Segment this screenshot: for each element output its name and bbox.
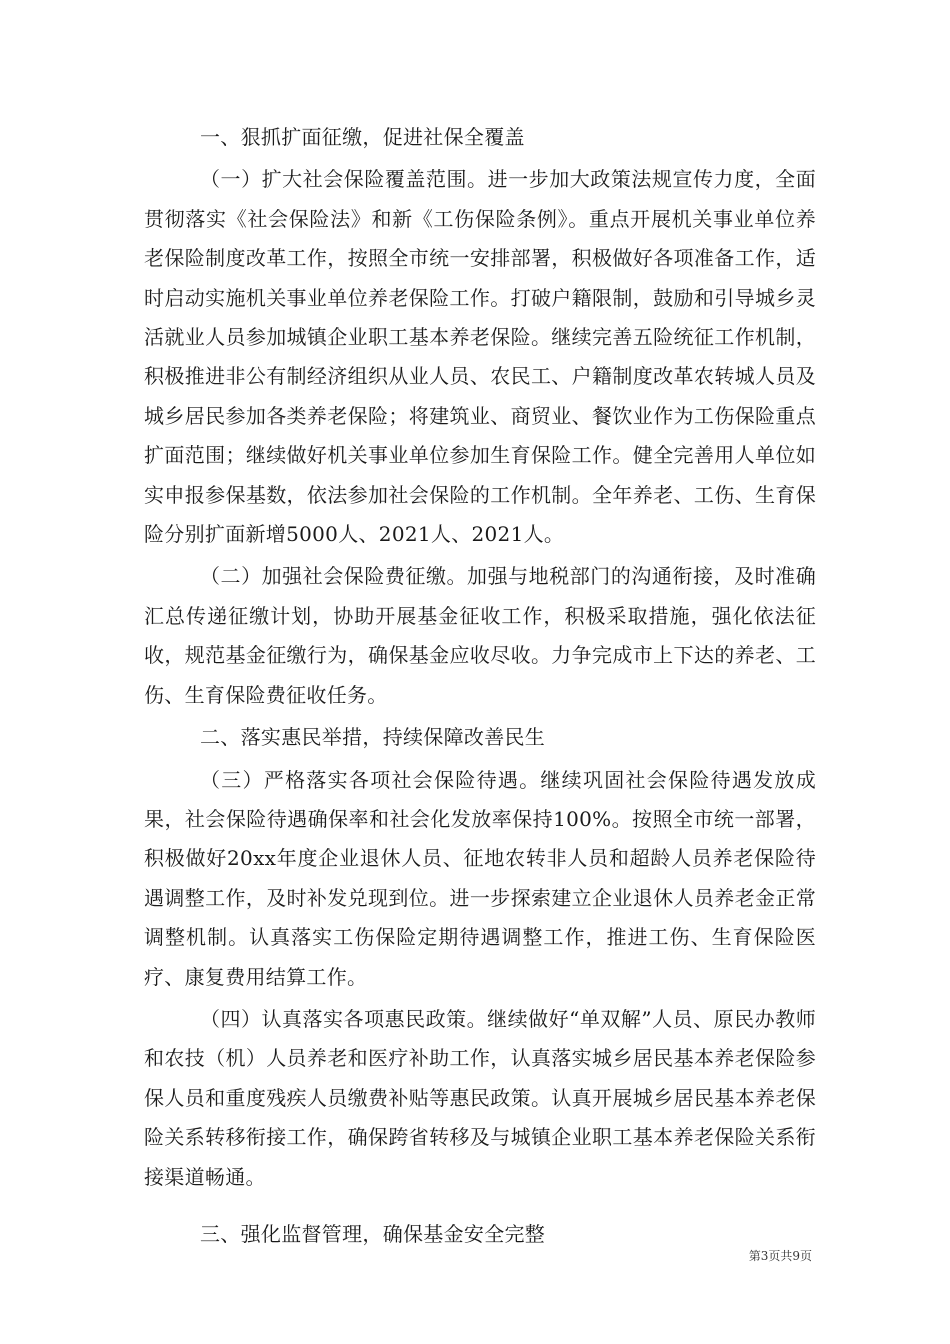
section-2-paragraph-1: （三）严格落实各项社会保险待遇。继续巩固社会保险待遇发放成果，社会保险待遇确保率和社会化发放率保持100%。按照全市统一部署，积极做好20xx年度企业退休人员、征地农转非人员和超龄人员养老保险待遇调整工作，及时补发兑现到位。进一步探索建立企业退休人员养老金正常调整机制。认真落实工伤保险定期待遇调整工作，推进工伤、生育保险医疗、康复费用结算工作。 [144, 767, 816, 989]
section-1-paragraph-2: （二）加强社会保险费征缴。加强与地税部门的沟通衔接，及时准确汇总传递征缴计划，协助开展基金征收工作，积极采取措施，强化依法征收，规范基金征缴行为，确保基金应收尽收。力争完成市上下达的养老、工伤、生育保险费征收任务。 [144, 564, 816, 707]
section-2-paragraph-2: （四）认真落实各项惠民政策。继续做好“单双解”人员、原民办教师和农技（机）人员养老和医疗补助工作，认真落实城乡居民基本养老保险参保人员和重度残疾人员缴费补贴等惠民政策。认真开展城乡居民基本养老保险关系转移衔接工作，确保跨省转移及与城镇企业职工基本养老保险关系衔接渠道畅通。 [144, 1006, 816, 1189]
section-1-paragraph-1: （一）扩大社会保险覆盖范围。进一步加大政策法规宣传力度，全面贯彻落实《社会保险法》和新《工伤保险条例》。重点开展机关事业单位养老保险制度改革工作，按照全市统一安排部署，积极做好各项准备工作，适时启动实施机关事业单位养老保险工作。打破户籍限制，鼓励和引导城乡灵活就业人员参加城镇企业职工基本养老保险。继续完善五险统征工作机制，积极推进非公有制经济组织从业人员、农民工、户籍制度改革农转城人员及城乡居民参加各类养老保险；将建筑业、商贸业、餐饮业作为工伤保险重点扩面范围；继续做好机关事业单位参加生育保险工作。健全完善用人单位如实申报参保基数，依法参加社会保险的工作机制。全年养老、工伤、生育保险分别扩面新增5000人、2021人、2021人。 [144, 167, 816, 547]
section-3-heading: 三、强化监督管理，确保基金安全完整 [200, 1221, 546, 1246]
document-body [144, 118, 816, 1257]
page-number: 第3页共9页 [748, 1249, 812, 1263]
section-2-heading: 二、落实惠民举措，持续保障改善民生 [200, 725, 546, 750]
section-1-heading: 一、狠抓扩面征缴，促进社保全覆盖 [200, 125, 525, 149]
